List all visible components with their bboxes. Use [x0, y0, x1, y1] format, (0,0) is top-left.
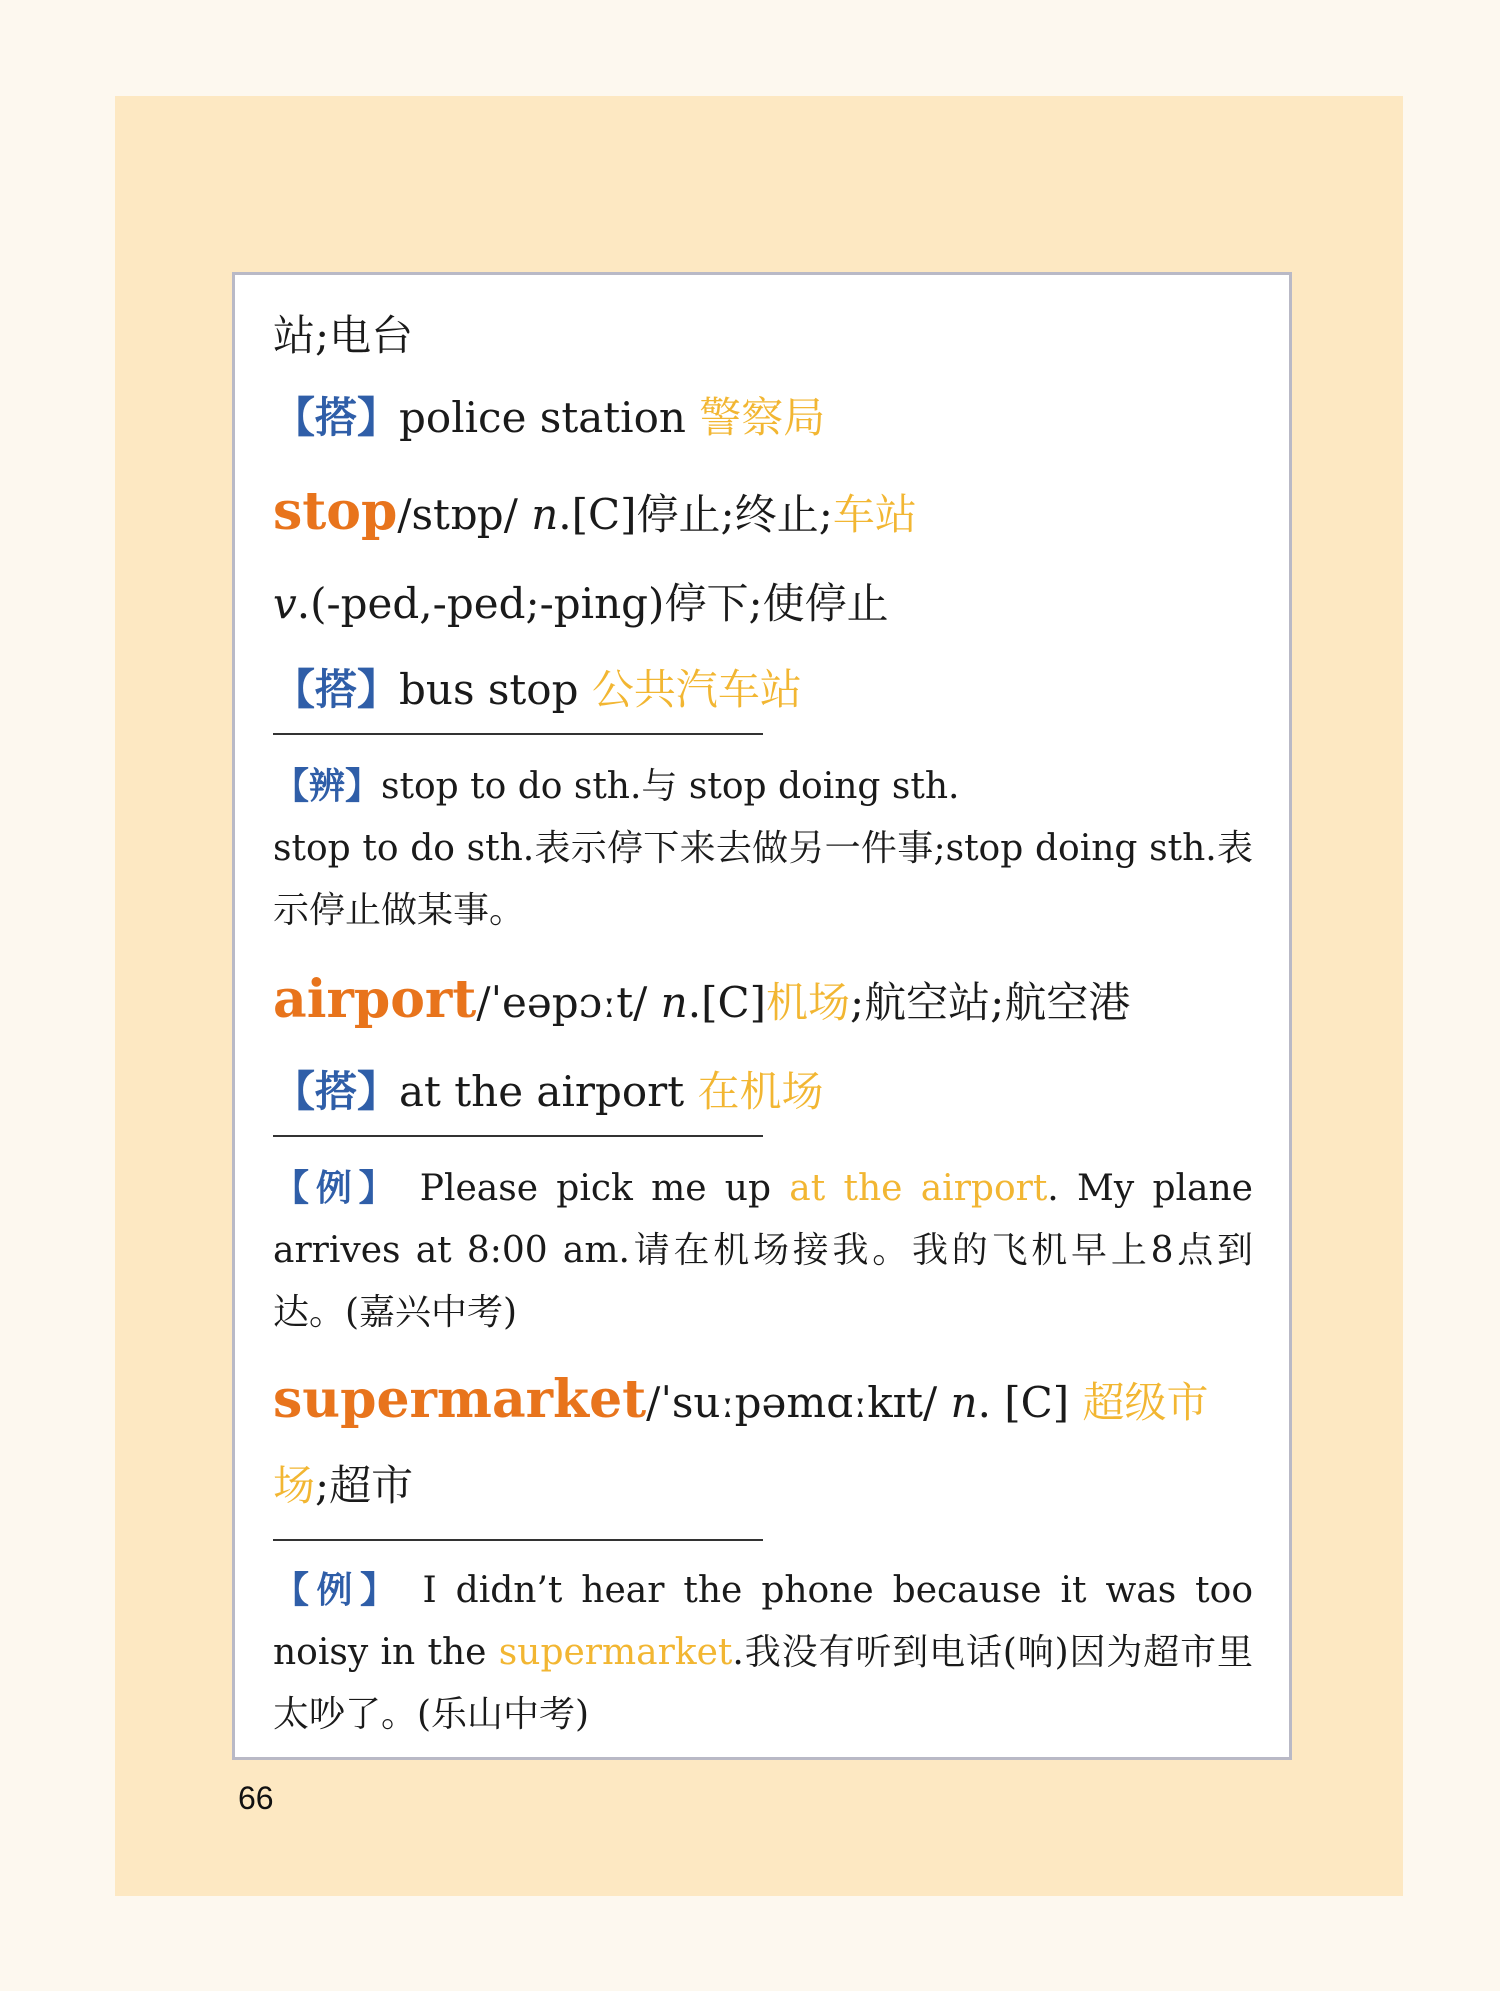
noun-class: .[C]: [687, 978, 766, 1027]
vocabulary-card: [232, 272, 1292, 1760]
example-text: .我没有听到电话(响)因为超市里太吵了。(乐山中考): [273, 1632, 1253, 1735]
definition-highlight: 车站: [832, 490, 917, 539]
example-highlight: supermarket: [498, 1632, 733, 1673]
headword-supermarket: supermarket: [273, 1369, 647, 1430]
distinction-body: stop to do sth.表示停下来去做另一件事;stop doing sth.表示停止做某事。: [273, 828, 1253, 931]
example-tag: 【例】: [273, 1569, 404, 1611]
noun-class: . [C]: [977, 1378, 1083, 1427]
collocation-tag: 【搭】: [273, 1067, 400, 1116]
noun-class: .[C]: [558, 490, 637, 539]
collocation-tag: 【搭】: [273, 665, 400, 714]
stop-verb-line: [273, 571, 1253, 631]
phonetic: /ˈeəpɔːt/: [476, 978, 648, 1027]
example-highlight: at the airport: [789, 1168, 1048, 1209]
collocation-zh: 公共汽车站: [591, 665, 802, 714]
part-of-speech: n: [660, 978, 688, 1027]
station-definition: [273, 303, 1253, 363]
definition-text: 站;电台: [273, 311, 414, 360]
example-text: Please pick me up: [401, 1168, 790, 1209]
stop-distinction: [273, 755, 1253, 942]
collocation-en: police station: [399, 393, 686, 442]
collocation-zh: 在机场: [697, 1067, 824, 1116]
collocation-en: at the airport: [399, 1067, 685, 1116]
definition-highlight: 超级市: [1082, 1378, 1209, 1427]
definition-highlight: 场: [273, 1461, 316, 1510]
example-text: I didn’t hear the phone because it was too noisy in the: [273, 1570, 1253, 1673]
distinction-tag: 【辨】: [273, 765, 382, 807]
airport-collocation: [273, 1059, 1253, 1119]
divider: [273, 1135, 763, 1137]
page-number: 66: [238, 1780, 274, 1816]
supermarket-definition: [273, 1453, 1253, 1513]
definition-text: 停止;终止;: [636, 490, 833, 539]
divider: [273, 1539, 763, 1541]
part-of-speech: n: [950, 1378, 978, 1427]
airport-headline: [273, 969, 1253, 1030]
headword-stop: stop: [273, 481, 398, 542]
part-of-speech: v: [273, 579, 297, 628]
phonetic: /ˈsuːpəmɑːkɪt/: [646, 1378, 938, 1427]
station-collocation: [273, 385, 1253, 445]
part-of-speech: n: [531, 490, 559, 539]
collocation-en: bus stop: [399, 665, 579, 714]
divider: [273, 733, 763, 735]
example-text: . My plane arrives at 8:00 am.请在机场接我。我的飞机早上8点到达。(嘉兴中考): [273, 1168, 1253, 1333]
supermarket-headline: [273, 1369, 1253, 1430]
verb-forms: .(-ped,-ped;-ping)停下;使停止: [296, 579, 889, 628]
collocation-zh: 警察局: [699, 393, 826, 442]
supermarket-example: [273, 1559, 1253, 1746]
airport-example: [273, 1157, 1253, 1344]
stop-collocation: [273, 657, 1253, 717]
headword-airport: airport: [273, 969, 477, 1030]
distinction-title: stop to do sth.与 stop doing sth.: [381, 766, 960, 807]
phonetic: /stɒp/: [397, 490, 518, 539]
stop-headline: [273, 481, 1253, 542]
definition-text: ;超市: [315, 1461, 414, 1510]
definition-highlight: 机场: [766, 978, 851, 1027]
collocation-tag: 【搭】: [273, 393, 400, 442]
example-tag: 【例】: [273, 1167, 402, 1209]
definition-text: ;航空站;航空港: [850, 978, 1131, 1027]
